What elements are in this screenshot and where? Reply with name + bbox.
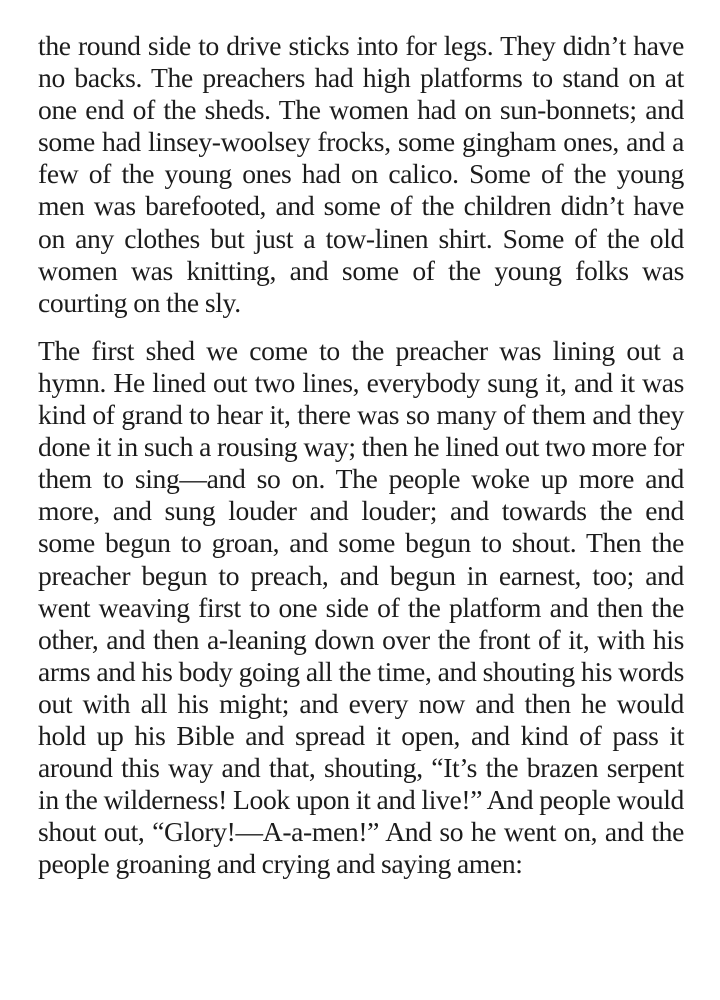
body-paragraph-2: The first shed we come to the preacher was lining out a hymn. He lined out two lines, everybody sung it, and it was kind of grand to hear it, there was so many of them and they done it in such a rousing way; then he lined out two more for them to sing—and so on. The people woke up more and more, and sung louder and louder; and towards the end some begun to groan, and some begun to shout. Then the preacher begun to preach, and begun in earnest, too; and went weaving first to one side of the platform and then the other, and then a-leaning down over the front of it, with his arms and his body going all the time, and shouting his words out with all his might; and every now and then he would hold up his Bible and spread it open, and kind of pass it around this way and that, shouting, “It’s the brazen serpent in the wilderness! Look upon it and live!” And people would shout out, “Glory!—A-a-men!” And so he went on, and the people groaning and crying and saying amen: (38, 334, 684, 880)
body-paragraph-1: the round side to drive sticks into for legs. They didn’t have no backs. The preachers had high platforms to stand on at one end of the sheds. The women had on sun-bonnets; and some had linsey-woolsey frocks, some gingham ones, and a few of the young ones had on calico. Some of the young men was barefooted, and some of the children didn’t have on any clothes but just a tow-linen shirt. Some of the old women was knitting, and some of the young folks was courting on the sly. (38, 30, 684, 318)
